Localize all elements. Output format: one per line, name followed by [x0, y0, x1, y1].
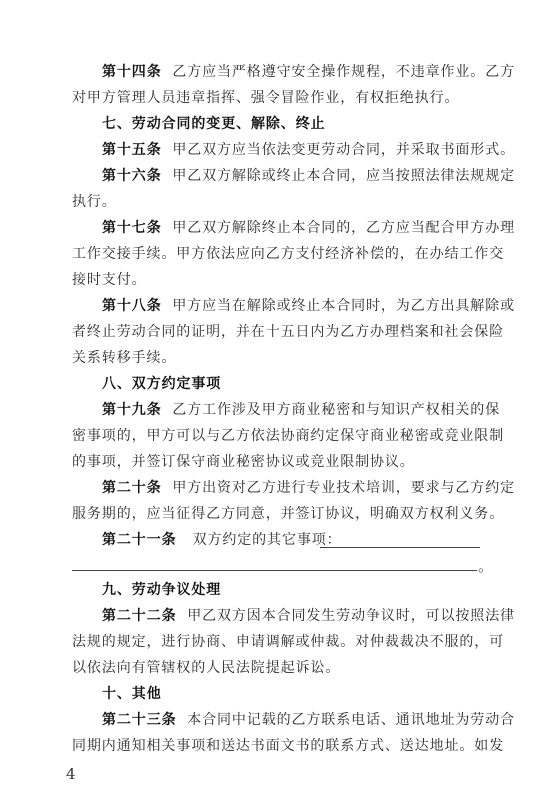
article-20-label: 第二十条	[102, 480, 162, 496]
article-18-line-1	[0, 296, 558, 316]
article-21-end-mark: 。	[478, 557, 494, 575]
article-19-line-3: 的事项，并签订保守商业秘密协议或竞业限制协议。	[72, 454, 415, 470]
article-18-label: 第十八条	[102, 298, 162, 314]
article-16-text-1: 甲乙双方解除或终止本合同，应当按照法律法规规定	[172, 168, 516, 184]
page-number: 4	[66, 765, 76, 783]
article-14-label: 第十四条	[102, 64, 162, 80]
article-22-line-3: 以依法向有管辖权的人民法院提起诉讼。	[72, 660, 341, 676]
section-7-heading: 七、劳动合同的变更、解除、终止	[102, 116, 326, 132]
article-17-line-2: 工作交接手续。甲方依法应向乙方支付经济补偿的，在办结工作交	[72, 246, 505, 262]
article-18-line-3: 关系转移手续。	[72, 350, 177, 366]
article-14-text-1: 乙方应当严格遵守安全操作规程，不违章作业。乙方	[172, 64, 516, 80]
article-23-label: 第二十三条	[102, 712, 177, 728]
article-23-line-1	[0, 710, 558, 730]
article-22-label: 第二十二条	[102, 608, 177, 624]
article-19-line-2: 密事项的，甲方可以与乙方依法协商约定保守商业秘密或竞业限制	[72, 428, 505, 444]
article-17-text-1: 甲乙双方解除终止本合同的，乙方应当配合甲方办理	[172, 220, 516, 236]
article-22-line-2: 法规的规定，进行协商、申请调解或仲裁。对仲裁裁决不服的，可	[72, 634, 505, 650]
article-16-line-2: 执行。	[72, 194, 117, 210]
section-9-heading: 九、劳动争议处理	[102, 582, 222, 598]
article-19-text-1: 乙方工作涉及甲方商业秘密和与知识产权相关的保	[172, 402, 501, 418]
article-21-blank-1	[320, 547, 480, 548]
article-23-text-1: 本合同中记载的乙方联系电话、通讯地址为劳动合	[187, 712, 516, 728]
article-19-label: 第十九条	[102, 402, 162, 418]
article-23-line-2: 同期内通知相关事项和送达书面文书的联系方式、送达地址。如发	[72, 738, 505, 754]
article-17-line-3: 接时支付。	[72, 272, 147, 288]
article-18-text-1: 甲方应当在解除或终止本合同时，为乙方出具解除或	[172, 298, 516, 314]
article-20-text-1: 甲方出资对乙方进行专业技术培训，要求与乙方约定	[172, 480, 516, 496]
article-22-text-1: 甲乙双方因本合同发生劳动争议时，可以按照法律	[187, 608, 516, 624]
article-21-text-1: 双方约定的其它事项：	[192, 532, 342, 548]
article-15-text-1: 甲乙双方应当依法变更劳动合同，并采取书面形式。	[172, 142, 516, 158]
article-16-line-1	[0, 166, 558, 186]
article-14-line-2: 对甲方管理人员违章指挥、强令冒险作业，有权拒绝执行。	[72, 90, 460, 106]
article-19-line-1	[0, 400, 558, 420]
article-21-blank-2	[72, 570, 477, 571]
article-20-line-1	[0, 478, 558, 498]
article-22-line-1	[0, 606, 558, 626]
section-8-heading: 八、双方约定事项	[102, 376, 222, 392]
article-17-line-1	[0, 218, 558, 238]
section-10-heading: 十、其他	[102, 686, 162, 702]
article-17-label: 第十七条	[102, 220, 162, 236]
article-20-line-2: 服务期的，应当征得乙方同意，并签订协议，明确双方权利义务。	[72, 506, 505, 522]
article-21-label: 第二十一条	[102, 532, 177, 548]
article-16-label: 第十六条	[102, 168, 162, 184]
article-14-line-1	[0, 62, 558, 82]
article-18-line-2: 者终止劳动合同的证明，并在十五日内为乙方办理档案和社会保险	[72, 324, 505, 340]
article-15-line-1	[0, 140, 558, 160]
article-15-label: 第十五条	[102, 142, 162, 158]
